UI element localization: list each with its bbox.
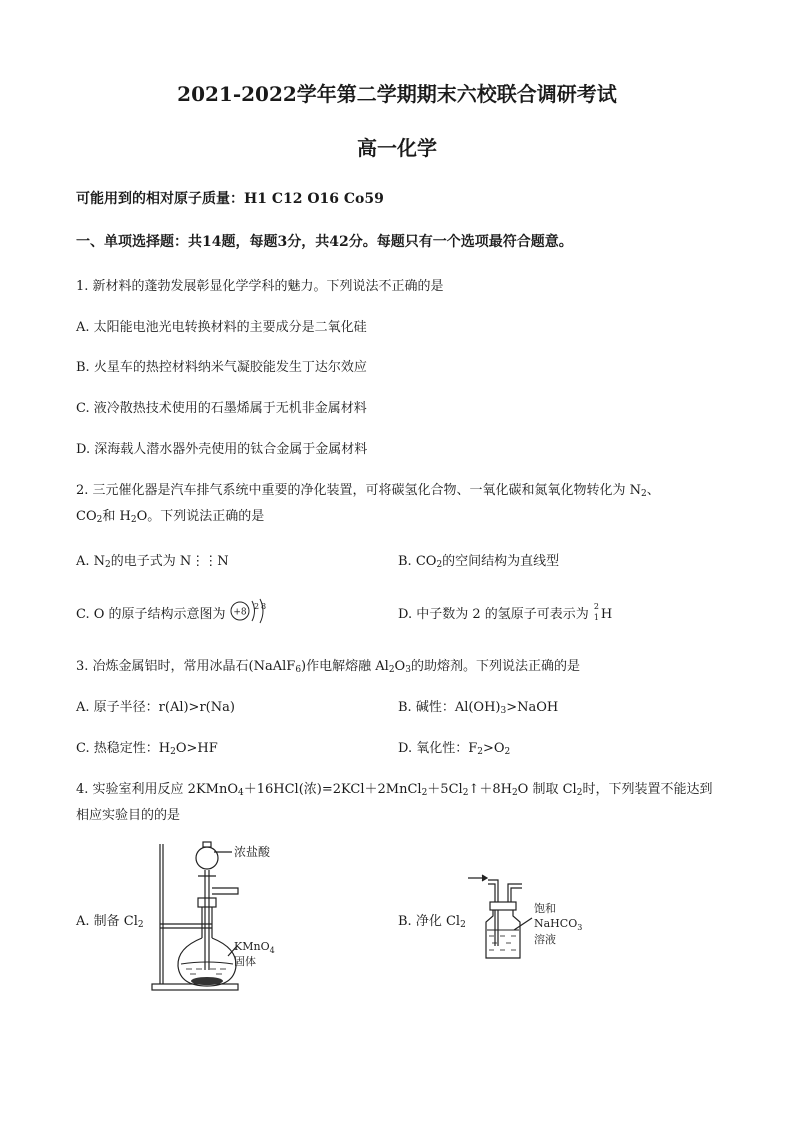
atomic-masses: 可能用到的相对原子质量：H1 C12 O16 Co59 xyxy=(76,191,384,207)
q4-stem-line2: 相应实验目的的是 xyxy=(76,808,181,823)
q1-stem: 1. 新材料的蓬勃发展彰显化学学科的魅力。下列说法不正确的是 xyxy=(76,279,444,294)
q4-option-a-label: A. 制备 $Cl_2$ xyxy=(76,914,144,930)
section-heading: 一、单项选择题：共14题，每题3分，共42分。每题只有一个选项最符合题意。 xyxy=(76,234,573,250)
q3-option-d: D. 氧化性：$F_2>O_2$ xyxy=(398,741,511,757)
exam-title: 2021-2022学年第二学期期末六校联合调研考试 xyxy=(177,82,617,106)
subject-title: 高一化学 xyxy=(357,136,437,160)
label-kmno4: KMnO$_4$ xyxy=(234,940,275,955)
q4-stem-line1: 4. 实验室利用反应 2KMnO$_4$＋16HCl(浓)$=2KCl+2MnCl_2+5Cl_2↑+8H_2O$ 制取 $Cl_2$时，下列装置不能达到 xyxy=(76,782,713,798)
q4-option-b-label: B. 净化 $Cl_2$ xyxy=(398,914,466,930)
label-nahco3: NaHCO$_3$ xyxy=(534,917,583,932)
q2-option-d: D. 中子数为 2 的氢原子可表示为 2 1 H xyxy=(398,602,613,622)
shell1-electrons: 2 xyxy=(254,602,260,611)
label-solid: 固体 xyxy=(234,955,256,968)
q1-option-b: B. 火星车的热控材料纳米气凝胶能发生丁达尔效应 xyxy=(76,360,367,375)
nucleus-charge: +8 xyxy=(233,607,247,618)
q1-option-d: D. 深海载人潜水器外壳使用的钛合金属于金属材料 xyxy=(76,442,368,457)
q3-option-a: A. 原子半径：r(Al)>r(Na) xyxy=(76,700,235,715)
q3-option-b: B. 碱性：$Al(OH)_3>NaOH$ xyxy=(398,700,559,716)
label-saturated: 饱和 xyxy=(534,902,556,915)
q1-option-c: C. 液冷散热技术使用的石墨烯属于无机非金属材料 xyxy=(76,401,367,416)
apparatus-chlorine-generator xyxy=(140,838,310,998)
q3-stem: 3. 冶炼金属铝时，常用冰晶石(NaAlF$_6$)作电解熔融 $Al_2O_3$的助熔剂。下列说法正确的是 xyxy=(76,659,580,675)
q2-option-a: A. $N_2$的电子式为 N⋮⋮N xyxy=(76,554,229,570)
q2-option-b: B. $CO_2$的空间结构为直线型 xyxy=(398,554,560,570)
oxygen-atom-diagram xyxy=(228,594,272,628)
q1-option-a: A. 太阳能电池光电转换材料的主要成分是二氧化硅 xyxy=(76,320,367,335)
q2-option-c: C. O 的原子结构示意图为 xyxy=(76,607,226,622)
q2-stem-line2: $CO_2$和 $H_2O$。下列说法正确的是 xyxy=(76,509,265,525)
apparatus-gas-washing-bottle xyxy=(464,868,594,968)
q2-stem-line1: 2. 三元催化器是汽车排气系统中重要的净化装置，可将碳氢化合物、一氧化碳和氮氧化物转化为 $N_2$、 xyxy=(76,483,660,499)
q3-option-c: C. 热稳定性：$H_2O>HF$ xyxy=(76,741,218,757)
shell2-electrons: 8 xyxy=(261,602,267,611)
label-conc-hcl: 浓盐酸 xyxy=(234,845,271,859)
label-solution: 溶液 xyxy=(534,933,556,946)
